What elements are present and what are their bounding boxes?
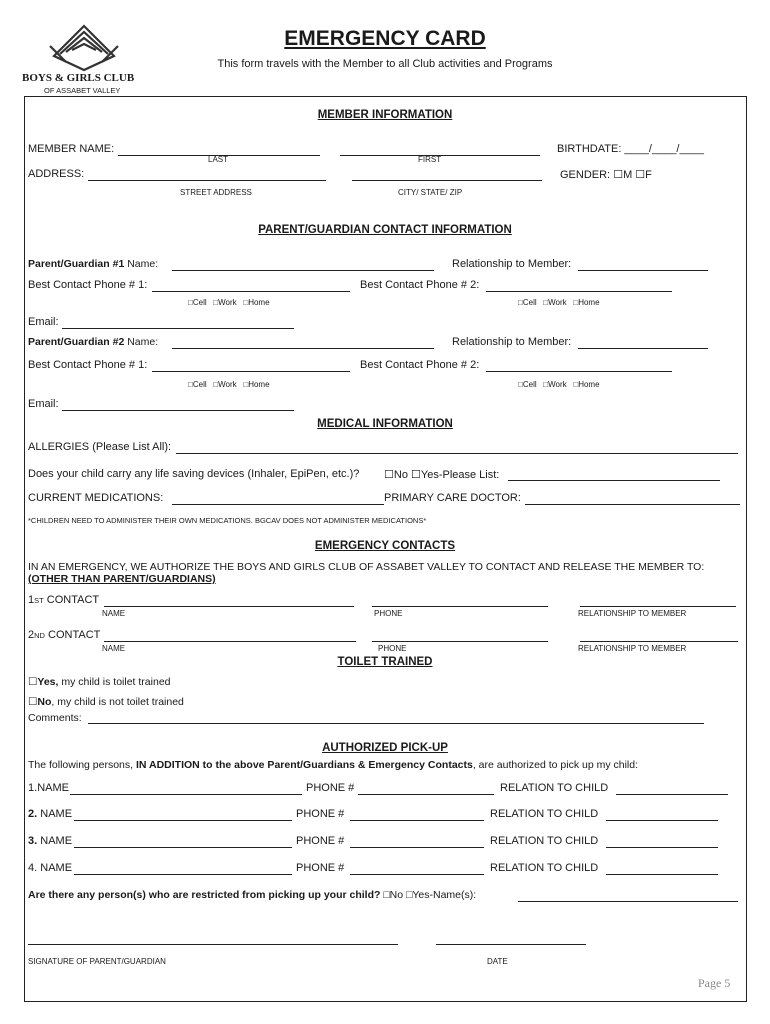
member-section-heading: MEMBER INFORMATION — [317, 109, 453, 121]
pickup-row-2-relation-line[interactable] — [606, 820, 718, 821]
pickup-row-2-label — [28, 808, 72, 820]
pickup-intro — [28, 759, 638, 771]
allergies-label: ALLERGIES (Please List All): — [28, 441, 172, 453]
page-number: Page 5 — [698, 976, 731, 990]
signature-caption: SIGNATURE OF PARENT/GUARDIAN — [28, 957, 166, 966]
guardian-1-relationship-line[interactable] — [578, 270, 708, 271]
contact-2-phone-caption: PHONE — [378, 644, 407, 653]
guardian-1-phone1-label: Best Contact Phone # 1: — [28, 279, 148, 291]
contact-1-phone-caption: PHONE — [374, 609, 403, 618]
home-label: Home — [578, 380, 600, 389]
cell-checkbox[interactable]: □ — [188, 380, 193, 389]
guardian-1-relationship-label: Relationship to Member: — [452, 258, 572, 270]
gender-label: GENDER: — [560, 169, 611, 181]
guardian-1-label — [28, 258, 158, 270]
work-checkbox[interactable]: □ — [213, 380, 219, 389]
restricted-no-checkbox[interactable]: □ — [383, 889, 390, 901]
cell-label: Cell — [192, 380, 207, 389]
toilet-comments-label: Comments: — [28, 712, 82, 724]
work-checkbox[interactable]: □ — [543, 380, 549, 389]
guardian-2-relationship-label: Relationship to Member: — [452, 336, 572, 348]
toilet-no-option — [28, 696, 184, 708]
pickup-row-2-relation-label: RELATION TO CHILD — [490, 808, 599, 820]
medication-note: *CHILDREN NEED TO ADMINISTER THEIR OWN MEDICATIONS. BGCAV DOES NOT ADMINISTER MEDICATIONS* — [28, 516, 427, 525]
contact-2-text: CONTACT — [44, 629, 101, 641]
logo-name: BOYS & GIRLS CLUB — [22, 72, 135, 84]
pickup-row-3-relation-label: RELATION TO CHILD — [490, 835, 599, 847]
toilet-no-checkbox[interactable]: ☐ — [28, 696, 38, 708]
guardian-2-email-label: Email: — [28, 398, 59, 410]
pickup-row-num: 4. — [28, 862, 38, 874]
devices-no-label: No — [393, 469, 408, 481]
doctor-label: PRIMARY CARE DOCTOR: — [384, 492, 521, 504]
cell-label: Cell — [522, 380, 537, 389]
pickup-row-name-label: NAME — [37, 782, 69, 794]
contact-1-suffix: ST — [34, 596, 44, 605]
pickup-intro-pre: The following persons, — [28, 759, 136, 771]
doctor-line[interactable] — [525, 504, 740, 505]
guardian-2-phone1-label: Best Contact Phone # 1: — [28, 359, 148, 371]
gender-m-checkbox[interactable]: ☐ — [613, 169, 624, 181]
home-label: Home — [248, 298, 270, 307]
pickup-row-1-relation-line[interactable] — [616, 794, 728, 795]
member-address-label: ADDRESS: — [28, 168, 85, 180]
pickup-row-3-relation-line[interactable] — [606, 847, 718, 848]
home-checkbox[interactable]: □ — [243, 298, 249, 307]
guardian-1-phone1-line[interactable] — [152, 291, 350, 292]
contact-1-relationship-line[interactable] — [580, 606, 736, 607]
contact-1-label — [28, 594, 99, 606]
toilet-comments-line[interactable] — [88, 723, 704, 724]
contact-2-suffix: ND — [34, 631, 45, 640]
pickup-row-4-relation-label: RELATION TO CHILD — [490, 862, 599, 874]
devices-list-line[interactable] — [508, 480, 720, 481]
pickup-row-num: 3. — [28, 835, 38, 847]
date-line[interactable] — [436, 944, 586, 945]
work-label: Work — [548, 298, 567, 307]
guardian-2-phone2-label: Best Contact Phone # 2: — [360, 359, 480, 371]
devices-no-checkbox[interactable]: ☐ — [384, 469, 394, 481]
contact-1-name-caption: NAME — [102, 609, 126, 618]
emergency-section-heading: EMERGENCY CONTACTS — [314, 540, 456, 552]
cell-checkbox[interactable]: □ — [518, 380, 523, 389]
pickup-row-4-name-line[interactable] — [74, 874, 292, 875]
contact-2-name-caption: NAME — [102, 644, 126, 653]
pickup-intro-post: , are authorized to pick up my child: — [472, 759, 639, 771]
pickup-row-2-name-line[interactable] — [74, 820, 292, 821]
home-checkbox[interactable]: □ — [573, 298, 579, 307]
toilet-yes-bold: Yes, — [37, 676, 59, 688]
medications-label: CURRENT MEDICATIONS: — [28, 492, 164, 504]
pickup-row-name-label: NAME — [37, 808, 73, 820]
contact-1-num: 1 — [28, 594, 35, 606]
pickup-row-3-label — [28, 835, 72, 847]
guardian-2-label — [28, 336, 158, 348]
pickup-row-name-label: NAME — [37, 862, 73, 874]
work-label: Work — [218, 298, 237, 307]
restricted-question-text: Are there any person(s) who are restricted from picking up your child? — [28, 889, 381, 901]
parent-section-heading: PARENT/GUARDIAN CONTACT INFORMATION — [258, 224, 512, 236]
page-title: EMERGENCY CARD — [284, 27, 486, 50]
devices-yes-label: Yes-Please List: — [420, 469, 500, 481]
member-first-caption: FIRST — [418, 155, 442, 164]
contact-1-phone-line[interactable] — [372, 606, 548, 607]
restricted-no-label: No — [389, 889, 404, 901]
pickup-row-3-phone-line[interactable] — [350, 847, 484, 848]
devices-yes-checkbox[interactable]: ☐ — [411, 469, 421, 481]
medical-section-heading: MEDICAL INFORMATION — [317, 418, 453, 430]
toilet-yes-checkbox[interactable]: ☐ — [28, 676, 38, 688]
member-city-caption: CITY/ STATE/ ZIP — [398, 188, 463, 197]
toilet-no-bold: No — [37, 696, 52, 708]
work-label: Work — [218, 380, 237, 389]
guardian-1-phone2-types — [518, 298, 600, 307]
cell-checkbox[interactable]: □ — [188, 298, 193, 307]
emergency-intro-note: (OTHER THAN PARENT/GUARDIANS) — [28, 573, 216, 585]
restricted-names-line[interactable] — [518, 901, 738, 902]
guardian-2-email-line[interactable] — [62, 410, 294, 411]
guardian-2-name-line[interactable] — [172, 348, 434, 349]
guardian-2-label-rest: Name: — [124, 336, 159, 348]
contact-1-text: CONTACT — [43, 594, 100, 606]
guardian-1-label-rest: Name: — [124, 258, 159, 270]
guardian-1-email-line[interactable] — [62, 328, 294, 329]
gender-m-label: M — [623, 169, 633, 181]
member-name-label: MEMBER NAME: — [28, 143, 115, 155]
pickup-row-4-relation-line[interactable] — [606, 874, 718, 875]
devices-question: Does your child carry any life saving devices (Inhaler, EpiPen, etc.)? — [28, 468, 360, 480]
pickup-row-3-phone-label: PHONE # — [296, 835, 345, 847]
pickup-section-heading: AUTHORIZED PICK-UP — [322, 742, 448, 754]
work-checkbox[interactable]: □ — [543, 298, 549, 307]
contact-2-label — [28, 629, 100, 641]
allergies-line[interactable] — [176, 453, 738, 454]
restricted-yes-label: Yes-Name(s): — [412, 889, 477, 901]
guardian-1-phone1-types — [188, 298, 270, 307]
pickup-row-2-phone-line[interactable] — [350, 820, 484, 821]
toilet-yes-option — [28, 676, 171, 688]
pickup-intro-bold: IN ADDITION to the above Parent/Guardians & Emergency Contacts — [135, 759, 473, 771]
guardian-2-phone1-types — [188, 380, 270, 389]
medications-line[interactable] — [172, 504, 384, 505]
pickup-row-num: 2. — [28, 808, 38, 820]
contact-2-phone-line[interactable] — [372, 641, 548, 642]
guardian-1-phone2-line[interactable] — [486, 291, 672, 292]
pickup-row-num: 1. — [28, 782, 38, 794]
gender-f-label: F — [645, 169, 652, 181]
pickup-row-1-phone-line[interactable] — [358, 794, 494, 795]
toilet-no-text: , my child is not toilet trained — [51, 696, 184, 708]
guardian-1-phone2-label: Best Contact Phone # 2: — [360, 279, 480, 291]
cell-checkbox[interactable]: □ — [518, 298, 523, 307]
member-gender-group — [560, 168, 652, 181]
member-street-caption: STREET ADDRESS — [180, 188, 252, 197]
restricted-yes-checkbox[interactable]: □ — [406, 889, 413, 901]
pickup-row-2-phone-label: PHONE # — [296, 808, 345, 820]
restricted-question — [28, 889, 476, 901]
logo-subname: OF ASSABET VALLEY — [44, 86, 121, 95]
pickup-row-4-phone-line[interactable] — [350, 874, 484, 875]
toilet-yes-text: my child is toilet trained — [58, 676, 171, 688]
member-birthdate-field[interactable]: BIRTHDATE: ____/____/____ — [557, 143, 704, 155]
guardian-1-label-bold: Parent/Guardian #1 — [28, 258, 125, 270]
contact-1-name-line[interactable] — [104, 606, 354, 607]
guardian-2-label-bold: Parent/Guardian #2 — [28, 336, 125, 348]
contact-1-relationship-caption: RELATIONSHIP TO MEMBER — [578, 609, 687, 618]
cell-label: Cell — [192, 298, 207, 307]
contact-2-num: 2 — [28, 629, 35, 641]
guardian-2-phone2-line[interactable] — [486, 371, 672, 372]
home-checkbox[interactable]: □ — [243, 380, 249, 389]
devices-options — [384, 468, 499, 481]
pickup-row-name-label: NAME — [37, 835, 73, 847]
guardian-1-name-line[interactable] — [172, 270, 434, 271]
home-label: Home — [578, 298, 600, 307]
work-label: Work — [548, 380, 567, 389]
pickup-row-4-label — [28, 862, 72, 874]
guardian-2-relationship-line[interactable] — [578, 348, 708, 349]
member-street-line[interactable] — [88, 180, 326, 181]
contact-2-name-line[interactable] — [104, 641, 356, 642]
emergency-intro: IN AN EMERGENCY, WE AUTHORIZE THE BOYS AND GIRLS CLUB OF ASSABET VALLEY TO CONTACT AND RELEASE THE MEMBER TO: — [28, 561, 705, 573]
home-label: Home — [248, 380, 270, 389]
contact-2-relationship-caption: RELATIONSHIP TO MEMBER — [578, 644, 687, 653]
work-checkbox[interactable]: □ — [213, 298, 219, 307]
cell-label: Cell — [522, 298, 537, 307]
pickup-row-3-name-line[interactable] — [74, 847, 292, 848]
contact-2-relationship-line[interactable] — [580, 641, 738, 642]
guardian-1-email-label: Email: — [28, 316, 59, 328]
guardian-2-phone2-types — [518, 380, 600, 389]
gender-f-checkbox[interactable]: ☐ — [635, 169, 646, 181]
pickup-row-1-name-line[interactable] — [70, 794, 302, 795]
signature-line[interactable] — [28, 944, 398, 945]
guardian-2-phone1-line[interactable] — [152, 371, 350, 372]
pickup-row-1-phone-label: PHONE # — [306, 782, 355, 794]
pickup-row-1-label — [28, 782, 69, 794]
pickup-row-4-phone-label: PHONE # — [296, 862, 345, 874]
member-last-caption: LAST — [208, 155, 229, 164]
pickup-row-1-relation-label: RELATION TO CHILD — [500, 782, 609, 794]
home-checkbox[interactable]: □ — [573, 380, 579, 389]
date-caption: DATE — [487, 957, 508, 966]
toilet-section-heading: TOILET TRAINED — [337, 656, 433, 668]
page-subtitle: This form travels with the Member to all Club activities and Programs — [217, 58, 553, 70]
member-city-line[interactable] — [352, 180, 542, 181]
